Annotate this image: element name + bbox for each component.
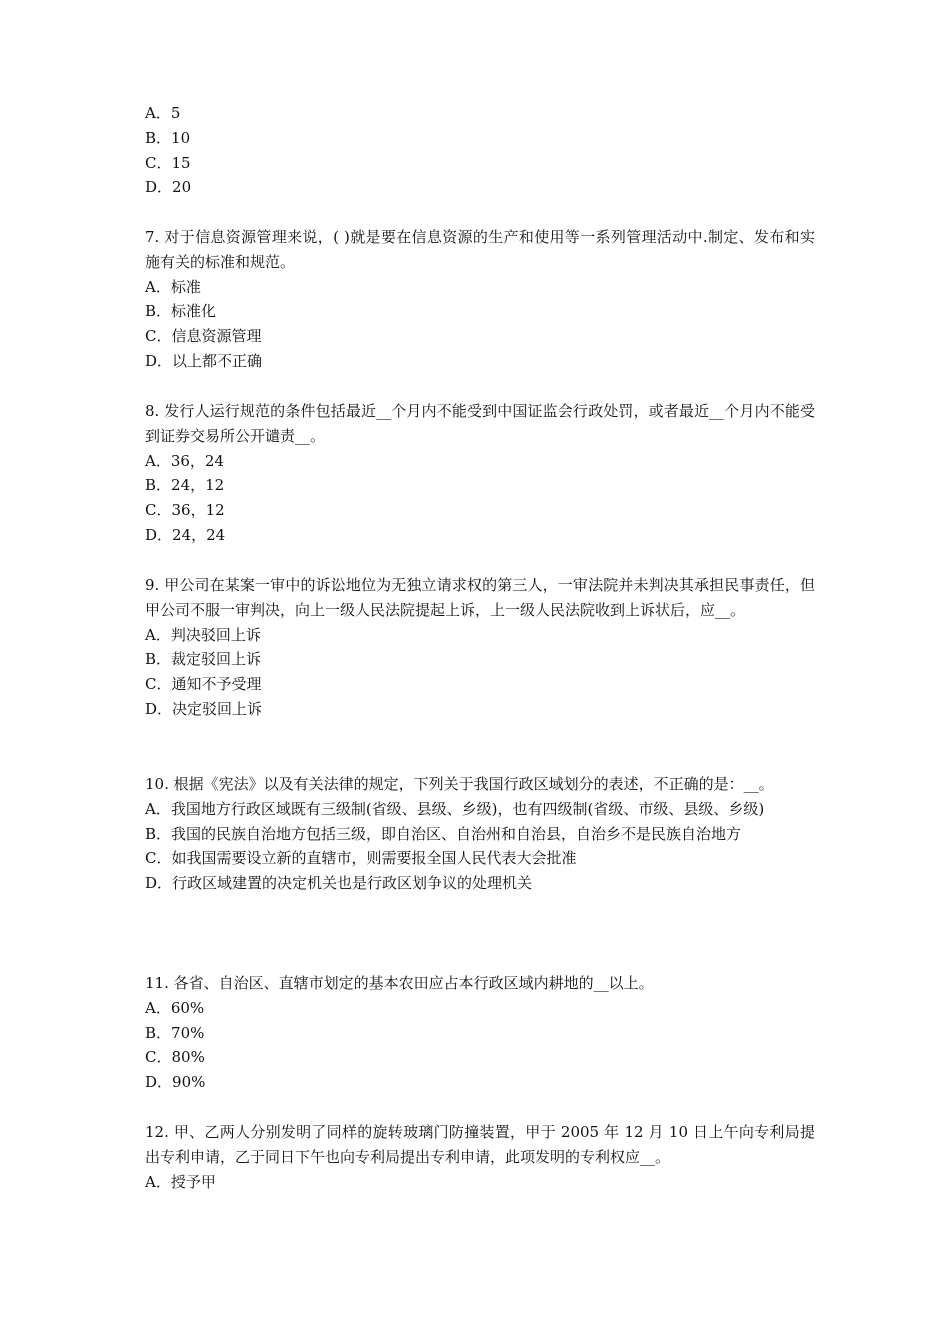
option-d: D．以上都不正确 xyxy=(145,351,263,370)
question-text: 9. 甲公司在某案一审中的诉讼地位为无独立请求权的第三人，一审法院并未判决其承担民事责任，但甲公司不服一审判决，向上一级人民法院提起上诉，上一级人民法院收到上诉状后，应__。 xyxy=(145,576,815,619)
option-c: C．如我国需要设立新的直辖市，则需要报全国人民代表大会批准 xyxy=(145,849,577,868)
option-c: C．通知不予受理 xyxy=(145,675,262,694)
option-d: D．行政区域建置的决定机关也是行政区划争议的处理机关 xyxy=(145,874,533,893)
question-9 xyxy=(145,573,815,722)
question-12 xyxy=(145,1120,815,1194)
option-a: A．授予甲 xyxy=(145,1172,216,1191)
option-a: A．我国地方行政区域既有三级制(省级、县级、乡级)，也有四级制(省级、市级、县级、乡级) xyxy=(145,799,765,818)
option-d: D．24，24 xyxy=(145,525,226,544)
option-d: D．90% xyxy=(145,1073,206,1092)
option-b: B．10 xyxy=(145,128,191,147)
question-6-tail xyxy=(145,101,815,200)
option-a: A．36，24 xyxy=(145,451,225,470)
question-text: 10. 根据《宪法》以及有关法律的规定，下列关于我国行政区域划分的表述，不正确的是：__。 xyxy=(145,775,774,793)
option-a: A．5 xyxy=(145,104,181,122)
option-c: C．15 xyxy=(145,153,191,172)
option-c: C．信息资源管理 xyxy=(145,327,262,346)
option-b: B．我国的民族自治地方包括三级，即自治区、自治州和自治县，自治乡不是民族自治地方 xyxy=(145,824,742,843)
question-10 xyxy=(145,772,815,896)
option-b: B．裁定驳回上诉 xyxy=(145,650,262,669)
option-a: A．60% xyxy=(145,998,205,1017)
question-text: 8. 发行人运行规范的条件包括最近__个月内不能受到中国证监会行政处罚，或者最近__个月内不能受到证券交易所公开谴责__。 xyxy=(145,402,815,445)
option-d: D．决定驳回上诉 xyxy=(145,699,263,718)
question-text: 7. 对于信息资源管理来说，( )就是要在信息资源的生产和使用等一系列管理活动中.制定、发布和实施有关的标准和规范。 xyxy=(145,228,815,271)
question-text: 11. 各省、自治区、直辖市划定的基本农田应占本行政区域内耕地的__以上。 xyxy=(145,974,654,992)
option-b: B．标准化 xyxy=(145,302,217,321)
option-b: B．24，12 xyxy=(145,476,225,495)
option-d: D．20 xyxy=(145,178,192,197)
option-a: A．判决驳回上诉 xyxy=(145,625,261,644)
question-11 xyxy=(145,971,815,1095)
option-b: B．70% xyxy=(145,1023,205,1042)
question-text: 12. 甲、乙两人分别发明了同样的旋转玻璃门防撞装置，甲于 2005 年 12 月 10 日上午向专利局提出专利申请，乙于同日下午也向专利局提出专利申请，此项发明的专利权应__。 xyxy=(145,1123,815,1166)
question-7 xyxy=(145,225,815,374)
option-a: A．标准 xyxy=(145,277,201,296)
option-c: C．36，12 xyxy=(145,501,225,520)
question-8 xyxy=(145,399,815,548)
option-c: C．80% xyxy=(145,1048,205,1067)
